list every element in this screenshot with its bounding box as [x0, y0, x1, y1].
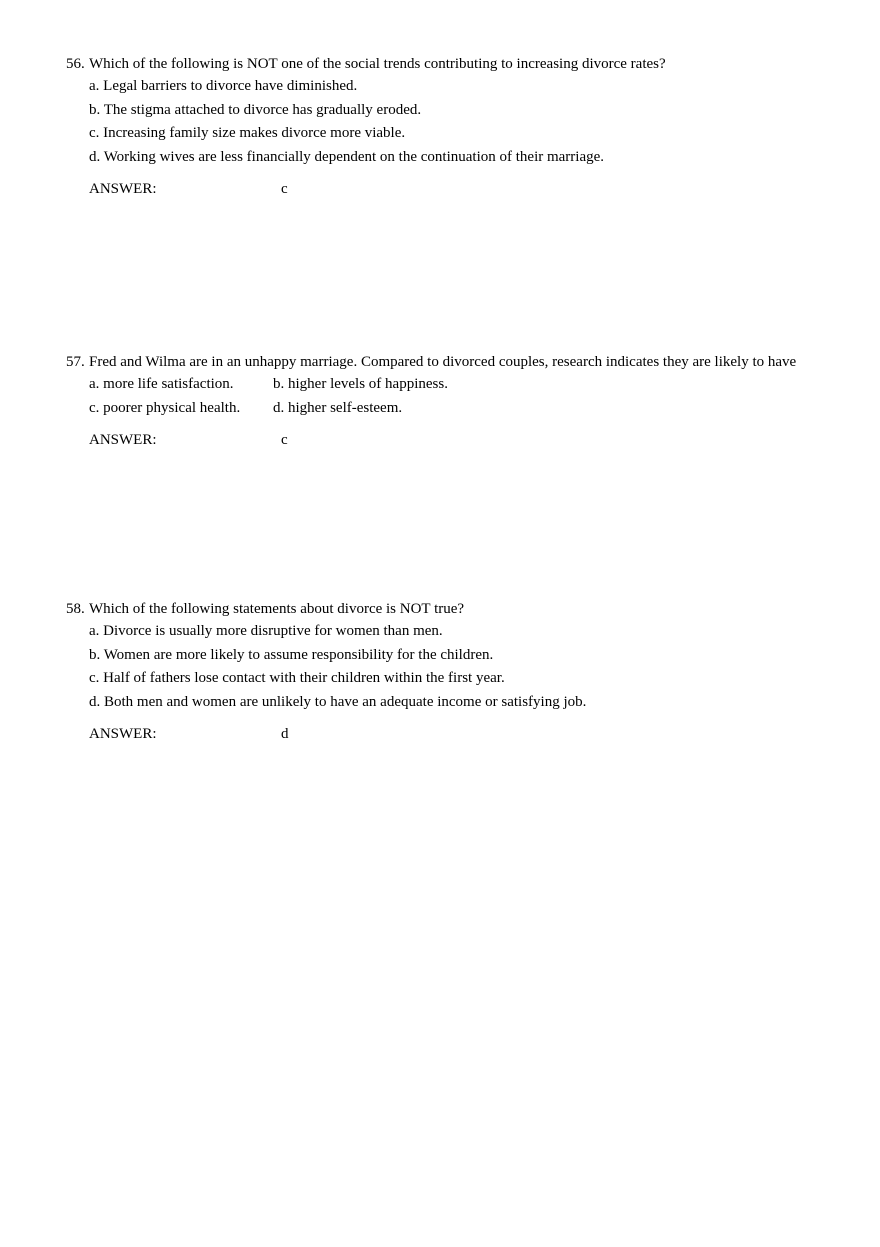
choice-c: c. Increasing family size makes divorce more viable. [89, 125, 406, 141]
answer-value: d [281, 726, 289, 742]
question-text: Fred and Wilma are in an unhappy marriage. Compared to divorced couples, research indicates they are likely to have [89, 354, 797, 370]
choice-b: b. higher levels of happiness. [273, 376, 448, 392]
choice-d: d. higher self-esteem. [273, 399, 403, 416]
choice-d: d. Both men and women are unlikely to have an adequate income or satisfying job. [89, 693, 587, 710]
question-56 [0, 54, 880, 199]
choice-row [89, 397, 880, 421]
choice-b: b. Women are more likely to assume responsibility for the children. [89, 646, 494, 663]
question-stem [0, 54, 809, 74]
question-stem [0, 599, 809, 619]
answer-row [0, 724, 880, 744]
answer-value: c [281, 432, 288, 448]
answer-row [0, 179, 880, 199]
choice-list [0, 373, 880, 420]
answer-value: c [281, 181, 288, 197]
choice-a: a. Divorce is usually more disruptive for women than men. [89, 623, 443, 639]
answer-label: ANSWER: [89, 432, 157, 448]
choice-a: a. Legal barriers to divorce have diminished. [89, 78, 358, 94]
question-stem [0, 352, 809, 372]
choice-c: c. Half of fathers lose contact with their children within the first year. [89, 670, 505, 686]
question-57 [0, 352, 880, 450]
choice-list [0, 620, 880, 714]
question-number: 58. [66, 601, 85, 617]
choice-list [0, 75, 880, 169]
choice-a: a. more life satisfaction. [89, 376, 234, 392]
question-number: 56. [66, 56, 85, 72]
choice-c: c. poorer physical health. [89, 399, 241, 416]
answer-label: ANSWER: [89, 726, 157, 742]
question-58 [0, 599, 880, 744]
answer-row [0, 430, 880, 450]
question-number: 57. [66, 354, 85, 370]
question-text: Which of the following is NOT one of the social trends contributing to increasing divorce rates? [89, 56, 666, 72]
choice-row [89, 373, 880, 397]
choice-d: d. Working wives are less financially dependent on the continuation of their marriage. [89, 148, 605, 165]
answer-label: ANSWER: [89, 181, 157, 197]
choice-b: b. The stigma attached to divorce has gradually eroded. [89, 101, 422, 118]
question-text: Which of the following statements about divorce is NOT true? [89, 601, 465, 617]
